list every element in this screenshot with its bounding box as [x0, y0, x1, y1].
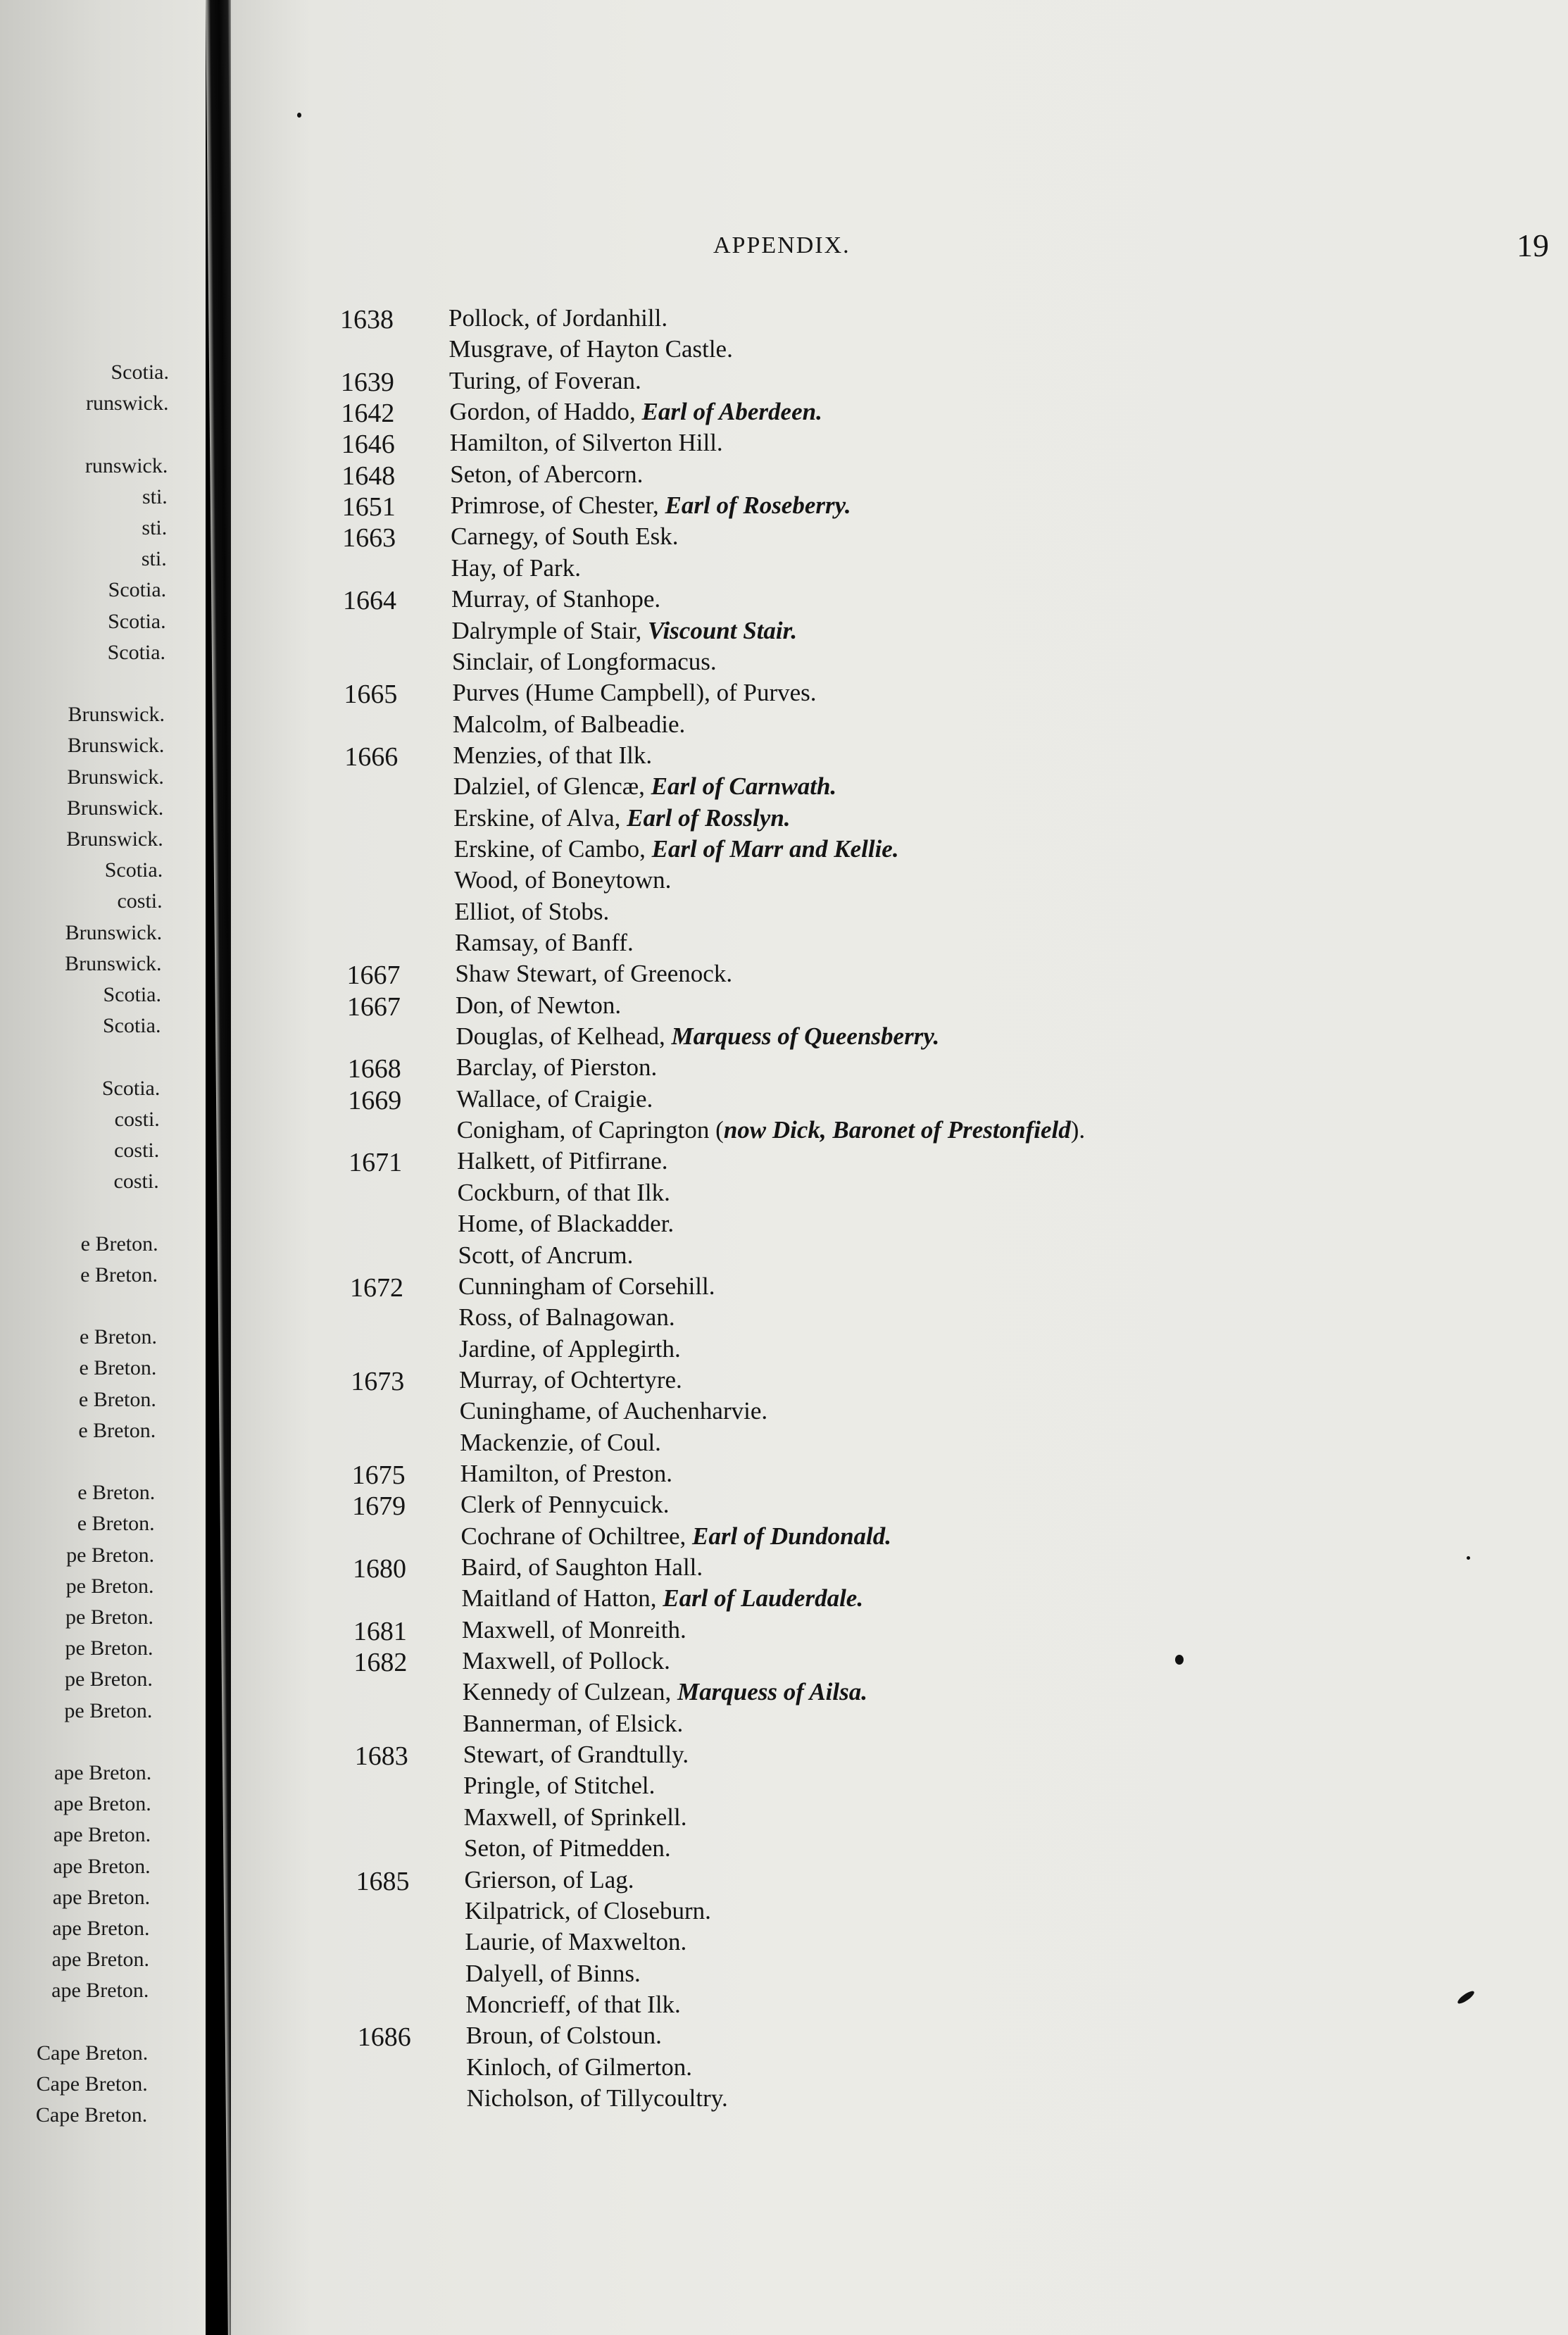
- entry-name: [456, 1052, 657, 1083]
- entry-year: 1665: [344, 680, 398, 710]
- entry-family-seat: Purves (Hume Campbell), of Purves.: [452, 679, 817, 707]
- page-number: 19: [1517, 227, 1549, 263]
- entry-family-seat: Stewart, of Grandtully.: [463, 1741, 689, 1769]
- facing-page-line: e Breton.: [77, 1512, 155, 1536]
- entry-peerage-title: now Dick, Baronet of Prestonfield: [723, 1116, 1071, 1144]
- entry-name: [463, 1770, 655, 1801]
- entry-year: 1669: [348, 1085, 402, 1115]
- facing-page-line: ape Breton.: [52, 1917, 150, 1940]
- entry-family-seat: Gordon, of Haddo,: [449, 398, 642, 426]
- entry-family-seat: Ramsay, of Banff.: [455, 929, 634, 956]
- entry-family-seat: Murray, of Stanhope.: [451, 585, 661, 613]
- facing-page-line: sti.: [142, 516, 168, 539]
- entry-name: [465, 1896, 711, 1927]
- entry-family-seat: Cockburn, of that Ilk.: [457, 1178, 670, 1206]
- facing-page-line: e Breton.: [79, 1325, 157, 1349]
- entry-name: [449, 334, 732, 365]
- entry-year: 1682: [353, 1648, 408, 1678]
- entry-family-seat: Wallace, of Craigie.: [456, 1084, 653, 1113]
- facing-page-line: pe Breton.: [64, 1698, 153, 1722]
- facing-page-line: pe Breton.: [66, 1543, 155, 1567]
- entry-name: [453, 803, 790, 834]
- entry-name: [465, 1865, 634, 1896]
- entry-family-seat: Ross, of Balnagowan.: [458, 1303, 675, 1332]
- entry-family-seat: Menzies, of that Ilk.: [453, 741, 653, 769]
- facing-page-line: Brunswick.: [67, 765, 164, 789]
- entry-name: [452, 646, 717, 677]
- facing-page-line: e Breton.: [77, 1481, 156, 1505]
- entry-year: 1680: [353, 1554, 406, 1584]
- entry-name: [462, 1646, 670, 1677]
- entry-name: [466, 2052, 692, 2083]
- facing-page-line: pe Breton.: [64, 1667, 153, 1691]
- facing-page-line: Cape Breton.: [36, 2072, 148, 2096]
- entry-family-seat: Broun, of Colstoun.: [465, 2022, 662, 2050]
- facing-page-line: ape Breton.: [53, 1854, 151, 1878]
- entry-family-seat: Hamilton, of Preston.: [460, 1459, 673, 1487]
- entry-name: [449, 303, 667, 334]
- facing-page-line: e Breton.: [78, 1418, 156, 1442]
- entry-name: [455, 958, 732, 989]
- ink-speck: [1456, 1989, 1476, 2005]
- entry-name: [451, 521, 678, 552]
- entry-year: 1685: [356, 1866, 410, 1896]
- facing-page-line: Scotia.: [101, 1076, 161, 1100]
- entry-name: [460, 1427, 661, 1458]
- entry-name: [461, 1521, 891, 1552]
- entry-family-seat: Don, of Newton.: [455, 991, 622, 1019]
- entry-name: [462, 1615, 686, 1646]
- entry-name: [465, 1927, 686, 1958]
- entry-family-seat: Laurie, of Maxwelton.: [465, 1928, 687, 1956]
- entry-peerage-title: Earl of Carnwath.: [651, 772, 837, 801]
- entry-year: 1648: [341, 461, 396, 491]
- entry-peerage-title: Earl of Rosslyn.: [627, 803, 791, 832]
- entry-peerage-title: Marquess of Queensberry.: [671, 1022, 940, 1051]
- facing-page-line: Scotia.: [103, 983, 161, 1006]
- entry-year: 1673: [351, 1366, 405, 1396]
- entry-family-seat: Douglas, of Kelhead,: [456, 1022, 672, 1051]
- facing-page-line: Brunswick.: [65, 951, 162, 975]
- entry-family-seat: Home, of Blackadder.: [458, 1210, 675, 1238]
- entry-name: [458, 1177, 670, 1208]
- facing-page-line: ape Breton.: [54, 1792, 151, 1816]
- entry-name: [451, 490, 851, 521]
- entry-name: [460, 1458, 672, 1489]
- entry-year: 1664: [343, 586, 397, 616]
- facing-page-line: costi.: [114, 1139, 160, 1162]
- entry-name: [450, 427, 723, 458]
- entry-name: [465, 1989, 681, 2020]
- facing-page-line: sti.: [141, 547, 167, 571]
- entry-family-seat: Clerk of Pennycuick.: [460, 1491, 670, 1519]
- entry-peerage-title: Earl of Lauderdale.: [663, 1584, 864, 1613]
- entry-year: 1667: [346, 960, 401, 991]
- entry-family-seat: Maxwell, of Pollock.: [462, 1647, 670, 1675]
- entry-family-seat: Cuninghame, of Auchenharvie.: [459, 1397, 768, 1425]
- facing-page-line: Scotia.: [102, 1014, 161, 1038]
- entry-peerage-title: Earl of Aberdeen.: [641, 398, 822, 426]
- entry-family-seat: Baird, of Saughton Hall.: [461, 1553, 703, 1581]
- facing-page-line: ape Breton.: [53, 1823, 151, 1847]
- entry-family-seat: Pollock, of Jordanhill.: [449, 304, 668, 332]
- entry-name: [458, 1208, 674, 1239]
- entry-name: [453, 771, 836, 802]
- entry-family-seat: Dalyell, of Binns.: [465, 1959, 641, 1987]
- entry-year: 1642: [341, 399, 395, 429]
- facing-page-line: Scotia.: [111, 361, 169, 384]
- entry-family-seat: Carnegy, of South Esk.: [451, 522, 679, 551]
- ink-speck: [1467, 1556, 1470, 1560]
- facing-page-line: ape Breton.: [51, 1979, 149, 2003]
- entry-year: 1671: [349, 1148, 403, 1178]
- facing-page-line: Scotia.: [107, 640, 166, 664]
- entry-name: [458, 1302, 675, 1333]
- entry-name: [461, 1552, 703, 1583]
- facing-page-line: pe Breton.: [65, 1574, 154, 1598]
- facing-page-line: sti.: [142, 484, 168, 508]
- entry-year: 1672: [349, 1272, 403, 1303]
- entry-family-seat: Sinclair, of Longformacus.: [451, 647, 717, 675]
- facing-page-line: costi.: [114, 1107, 160, 1131]
- entry-name: [450, 459, 643, 490]
- entry-family-seat: Conigham, of Caprington (: [456, 1116, 724, 1144]
- entry-family-seat: Pringle, of Stitchel.: [463, 1772, 656, 1800]
- entry-name: [466, 2020, 662, 2051]
- entry-suffix: ).: [1070, 1116, 1086, 1144]
- entry-family-seat: Hay, of Park.: [451, 553, 581, 582]
- entry-family-seat: Bannerman, of Elsick.: [463, 1709, 684, 1737]
- entry-family-seat: Halkett, of Pitfirrane.: [457, 1147, 668, 1175]
- entry-name: [463, 1739, 689, 1770]
- entry-year: 1667: [346, 991, 401, 1022]
- entry-family-seat: Musgrave, of Hayton Castle.: [449, 335, 733, 363]
- entry-name: [461, 1583, 863, 1614]
- facing-page-line: Cape Breton.: [37, 2041, 149, 2065]
- facing-page-lines: [0, 0, 206, 2335]
- entry-name: [454, 834, 899, 865]
- entry-family-seat: Maxwell, of Sprinkell.: [463, 1803, 687, 1831]
- entry-name: [449, 365, 641, 396]
- facing-page-line: Brunswick.: [67, 734, 165, 758]
- entry-name: [453, 709, 685, 740]
- entry-family-seat: Barclay, of Pierston.: [456, 1053, 658, 1082]
- entry-year: 1683: [354, 1741, 408, 1772]
- facing-page-line: costi.: [117, 889, 163, 913]
- entry-year: 1646: [341, 430, 395, 460]
- entry-name: [459, 1334, 681, 1365]
- entry-family-seat: Malcolm, of Balbeadie.: [452, 710, 686, 738]
- entry-name: [454, 865, 671, 896]
- entry-family-seat: Kennedy of Culzean,: [462, 1678, 677, 1706]
- entry-year: 1666: [344, 741, 399, 772]
- entry-name: [455, 927, 634, 958]
- ink-speck: [1175, 1655, 1184, 1665]
- entry-name: [460, 1489, 669, 1520]
- entry-year: 1679: [352, 1491, 406, 1522]
- facing-page-line: Cape Breton.: [35, 2103, 148, 2127]
- running-head: APPENDIX.: [713, 232, 851, 258]
- facing-page-line: e Breton.: [80, 1232, 158, 1256]
- facing-page-edge: [0, 0, 206, 2335]
- entry-name: [449, 396, 822, 427]
- entry-peerage-title: Earl of Roseberry.: [665, 492, 851, 520]
- facing-page-line: Brunswick.: [66, 796, 164, 820]
- facing-page-line: e Breton.: [80, 1263, 158, 1287]
- facing-page-line: Scotia.: [108, 578, 167, 602]
- entry-family-seat: Turing, of Foveran.: [449, 366, 641, 394]
- entry-family-seat: Kinloch, of Gilmerton.: [466, 2053, 692, 2081]
- entry-family-seat: Dalrymple of Stair,: [451, 616, 648, 644]
- entry-family-seat: Wood, of Boneytown.: [454, 866, 672, 894]
- facing-page-line: e Breton.: [79, 1356, 157, 1380]
- entry-name: [467, 2083, 728, 2114]
- entry-family-seat: Primrose, of Chester,: [450, 492, 665, 520]
- entry-family-seat: Cunningham of Corsehill.: [458, 1272, 715, 1300]
- entry-family-seat: Scott, of Ancrum.: [458, 1241, 634, 1269]
- facing-page-line: Brunswick.: [66, 827, 163, 851]
- entry-name: [465, 1958, 641, 1989]
- facing-page-line: ape Breton.: [52, 1885, 151, 1909]
- entry-family-seat: Mackenzie, of Coul.: [460, 1428, 661, 1456]
- facing-page-line: ape Breton.: [54, 1761, 152, 1784]
- entry-family-seat: Maxwell, of Monreith.: [461, 1615, 686, 1644]
- entry-year: 1638: [340, 305, 394, 334]
- entry-family-seat: Moncrieff, of that Ilk.: [465, 1990, 681, 2018]
- entry-name: [452, 615, 798, 646]
- entry-name: [455, 896, 610, 927]
- entry-family-seat: Maitland of Hatton,: [461, 1584, 663, 1613]
- entry-name: [463, 1708, 683, 1739]
- entry-peerage-title: Marquess of Ailsa.: [677, 1678, 867, 1706]
- entry-year: 1663: [342, 523, 396, 553]
- entry-name: [459, 1365, 682, 1396]
- facing-page-line: pe Breton.: [65, 1605, 153, 1629]
- ink-speck: [297, 113, 301, 118]
- entry-name: [457, 1146, 667, 1177]
- entry-year: 1681: [353, 1616, 407, 1646]
- entry-family-seat: Cochrane of Ochiltree,: [460, 1522, 693, 1550]
- facing-page-line: runswick.: [84, 453, 168, 477]
- entry-family-seat: Shaw Stewart, of Greenock.: [455, 960, 733, 988]
- entry-name: [464, 1833, 671, 1864]
- entry-name: [460, 1396, 767, 1427]
- entry-name: [456, 990, 621, 1021]
- entry-name: [453, 740, 652, 771]
- entry-name: [456, 1021, 939, 1052]
- entry-family-seat: Erskine, of Alva,: [453, 803, 627, 832]
- entry-family-seat: Erskine, of Cambo,: [453, 834, 652, 863]
- entry-name: [456, 1084, 653, 1115]
- entry-year: 1639: [340, 367, 394, 397]
- facing-page-line: Scotia.: [104, 858, 163, 882]
- facing-page-line: ape Breton.: [51, 1948, 149, 1972]
- entry-year: 1675: [351, 1460, 406, 1490]
- entry-family-seat: Seton, of Abercorn.: [450, 460, 644, 488]
- entry-name: [463, 1677, 867, 1708]
- entry-peerage-title: Viscount Stair.: [648, 616, 798, 644]
- entry-name: [452, 677, 816, 708]
- entry-name: [451, 553, 581, 584]
- entry-peerage-title: Earl of Marr and Kellie.: [651, 834, 899, 863]
- entry-peerage-title: Earl of Dundonald.: [692, 1522, 892, 1550]
- entry-name: [451, 584, 660, 615]
- facing-page-line: Scotia.: [108, 609, 166, 633]
- facing-page-line: pe Breton.: [65, 1636, 153, 1660]
- entry-year: 1686: [357, 2022, 411, 2053]
- entry-family-seat: Grierson, of Lag.: [464, 1865, 634, 1893]
- entry-family-seat: Kilpatrick, of Closeburn.: [464, 1896, 711, 1924]
- facing-page-line: e Breton.: [78, 1387, 156, 1411]
- entry-family-seat: Hamilton, of Silverton Hill.: [449, 429, 723, 457]
- entry-family-seat: Seton, of Pitmedden.: [464, 1834, 671, 1863]
- entry-year: 1668: [347, 1054, 401, 1084]
- entry-family-seat: Nicholson, of Tillycoultry.: [466, 2084, 728, 2112]
- entry-name: [457, 1115, 1085, 1146]
- facing-page-line: Brunswick.: [65, 920, 163, 944]
- entry-name: [464, 1802, 687, 1833]
- entry-name: [458, 1271, 715, 1302]
- facing-page-line: runswick.: [85, 392, 169, 415]
- entry-name: [458, 1240, 634, 1271]
- entry-year: 1651: [341, 492, 396, 522]
- appendix-page: [231, 0, 1568, 2335]
- entry-family-seat: Jardine, of Applegirth.: [458, 1334, 681, 1363]
- entry-family-seat: Murray, of Ochtertyre.: [459, 1365, 682, 1394]
- entry-family-seat: Dalziel, of Glencæ,: [453, 772, 651, 801]
- facing-page-line: costi.: [113, 1170, 159, 1194]
- entry-family-seat: Elliot, of Stobs.: [454, 897, 610, 925]
- facing-page-line: Brunswick.: [68, 703, 165, 727]
